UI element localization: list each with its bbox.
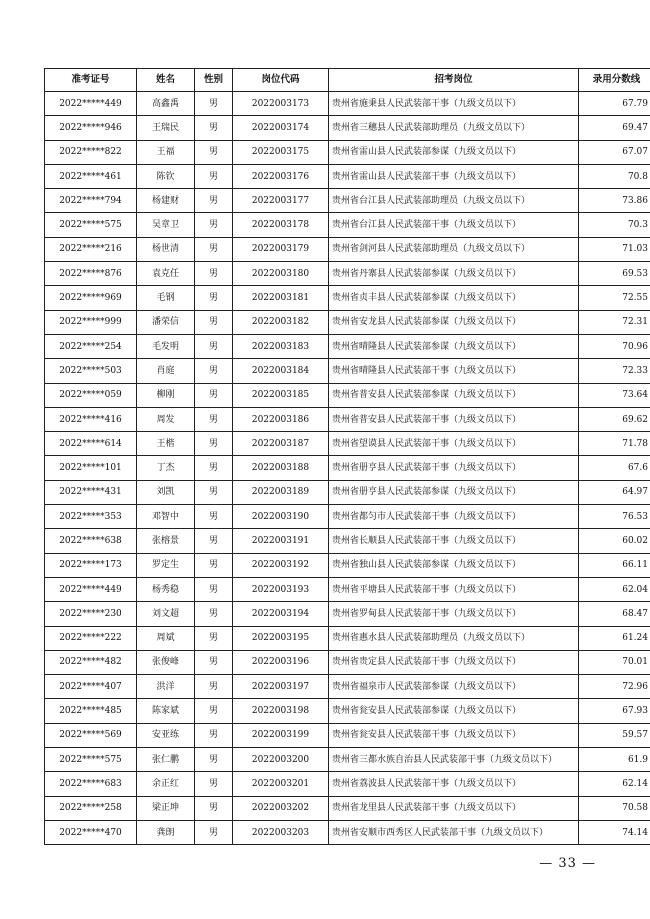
score-cell: 69.53 [579,262,650,286]
score-cell: 59.57 [579,723,650,747]
table-row [45,529,650,553]
gender-cell: 男 [195,675,233,699]
position-code-cell: 2022003201 [233,772,329,796]
exam-id-cell: 2022*****407 [45,675,137,699]
exam-id-cell: 2022*****614 [45,432,137,456]
gender-cell: 男 [195,189,233,213]
position-code-cell: 2022003176 [233,164,329,188]
name-cell: 梁正坤 [137,796,195,820]
gender-cell: 男 [195,553,233,577]
position-code-cell: 2022003197 [233,675,329,699]
name-cell: 柳刚 [137,383,195,407]
name-cell: 周斌 [137,626,195,650]
position-code-cell: 2022003195 [233,626,329,650]
position-code-cell: 2022003174 [233,116,329,140]
table-row [45,407,650,431]
score-cell: 64.97 [579,480,650,504]
table-row [45,383,650,407]
table-row [45,723,650,747]
gender-cell: 男 [195,140,233,164]
score-cell: 70.01 [579,650,650,674]
score-cell: 67.79 [579,92,650,116]
gender-cell: 男 [195,310,233,334]
exam-id-cell: 2022*****461 [45,164,137,188]
score-cell: 67.93 [579,699,650,723]
exam-id-cell: 2022*****683 [45,772,137,796]
gender-cell: 男 [195,262,233,286]
exam-id-cell: 2022*****575 [45,748,137,772]
exam-id-cell: 2022*****416 [45,407,137,431]
exam-id-cell: 2022*****876 [45,262,137,286]
score-cell: 72.55 [579,286,650,310]
position-code-cell: 2022003183 [233,334,329,358]
table-row [45,140,650,164]
table-header-row [45,69,650,92]
position-cell: 贵州省安顺市西秀区人民武装部干事（九级文员以下） [329,820,579,844]
gender-cell: 男 [195,116,233,140]
score-cell: 73.64 [579,383,650,407]
table-body [45,92,650,845]
gender-cell: 男 [195,505,233,529]
name-cell: 王瑞民 [137,116,195,140]
name-cell: 杨世清 [137,237,195,261]
name-cell: 刘凯 [137,480,195,504]
name-cell: 王福 [137,140,195,164]
score-cell: 67.6 [579,456,650,480]
name-cell: 余正红 [137,772,195,796]
header-exam-id: 准考证号 [45,69,137,92]
gender-cell: 男 [195,432,233,456]
position-cell: 贵州省罗甸县人民武装部干事（九级文员以下） [329,602,579,626]
table-row [45,675,650,699]
table-row [45,772,650,796]
header-position-code: 岗位代码 [233,69,329,92]
exam-id-cell: 2022*****254 [45,334,137,358]
exam-id-cell: 2022*****638 [45,529,137,553]
exam-id-cell: 2022*****482 [45,650,137,674]
position-cell: 贵州省贵定县人民武装部干事（九级文员以下） [329,650,579,674]
position-cell: 贵州省望谟县人民武装部干事（九级文员以下） [329,432,579,456]
gender-cell: 男 [195,213,233,237]
name-cell: 周发 [137,407,195,431]
position-code-cell: 2022003182 [233,310,329,334]
position-code-cell: 2022003193 [233,577,329,601]
exam-id-cell: 2022*****449 [45,577,137,601]
position-code-cell: 2022003181 [233,286,329,310]
table-row [45,650,650,674]
gender-cell: 男 [195,577,233,601]
gender-cell: 男 [195,723,233,747]
position-code-cell: 2022003203 [233,820,329,844]
position-cell: 贵州省台江县人民武装部干事（九级文员以下） [329,213,579,237]
exam-id-cell: 2022*****230 [45,602,137,626]
name-cell: 张俊峰 [137,650,195,674]
position-cell: 贵州省三都水族自治县人民武装部干事（九级文员以下） [329,748,579,772]
score-cell: 69.62 [579,407,650,431]
name-cell: 张仁鹏 [137,748,195,772]
position-cell: 贵州省三穗县人民武装部助理员（九级文员以下） [329,116,579,140]
table-row [45,164,650,188]
exam-id-cell: 2022*****216 [45,237,137,261]
exam-id-cell: 2022*****503 [45,359,137,383]
name-cell: 肖庭 [137,359,195,383]
position-code-cell: 2022003194 [233,602,329,626]
table-row [45,699,650,723]
score-cell: 72.96 [579,675,650,699]
name-cell: 张榕景 [137,529,195,553]
name-cell: 吴章卫 [137,213,195,237]
gender-cell: 男 [195,334,233,358]
exam-id-cell: 2022*****101 [45,456,137,480]
table-row [45,505,650,529]
header-score: 录用分数线 [579,69,650,92]
score-cell: 76.53 [579,505,650,529]
name-cell: 刘文超 [137,602,195,626]
gender-cell: 男 [195,359,233,383]
exam-id-cell: 2022*****794 [45,189,137,213]
table-row [45,602,650,626]
header-gender: 性别 [195,69,233,92]
name-cell: 丁杰 [137,456,195,480]
exam-id-cell: 2022*****569 [45,723,137,747]
position-cell: 贵州省台江县人民武装部助理员（九级文员以下） [329,189,579,213]
name-cell: 王楷 [137,432,195,456]
table-row [45,480,650,504]
position-code-cell: 2022003173 [233,92,329,116]
name-cell: 安亚练 [137,723,195,747]
score-cell: 70.58 [579,796,650,820]
name-cell: 陈钦 [137,164,195,188]
position-code-cell: 2022003192 [233,553,329,577]
position-cell: 贵州省普安县人民武装部干事（九级文员以下） [329,407,579,431]
score-cell: 74.14 [579,820,650,844]
table-row [45,237,650,261]
exam-id-cell: 2022*****431 [45,480,137,504]
name-cell: 杨建财 [137,189,195,213]
name-cell: 邓智中 [137,505,195,529]
position-cell: 贵州省册亨县人民武装部参谋（九级文员以下） [329,480,579,504]
exam-id-cell: 2022*****258 [45,796,137,820]
exam-id-cell: 2022*****485 [45,699,137,723]
position-code-cell: 2022003198 [233,699,329,723]
score-cell: 62.04 [579,577,650,601]
score-cell: 73.86 [579,189,650,213]
table-row [45,262,650,286]
results-table [44,68,650,845]
table-row [45,626,650,650]
header-position: 招考岗位 [329,69,579,92]
score-cell: 69.47 [579,116,650,140]
position-code-cell: 2022003188 [233,456,329,480]
table-row [45,796,650,820]
score-cell: 66.11 [579,553,650,577]
score-cell: 60.02 [579,529,650,553]
gender-cell: 男 [195,699,233,723]
position-cell: 贵州省龙里县人民武装部干事（九级文员以下） [329,796,579,820]
table-row [45,213,650,237]
gender-cell: 男 [195,237,233,261]
gender-cell: 男 [195,748,233,772]
name-cell: 罗定生 [137,553,195,577]
position-cell: 贵州省普安县人民武装部参谋（九级文员以下） [329,383,579,407]
position-code-cell: 2022003189 [233,480,329,504]
name-cell: 袁克任 [137,262,195,286]
table-row [45,92,650,116]
position-code-cell: 2022003175 [233,140,329,164]
exam-id-cell: 2022*****999 [45,310,137,334]
score-cell: 68.47 [579,602,650,626]
score-cell: 61.24 [579,626,650,650]
table-row [45,820,650,844]
position-cell: 贵州省贞丰县人民武装部参谋（九级文员以下） [329,286,579,310]
position-cell: 贵州省荔波县人民武装部干事（九级文员以下） [329,772,579,796]
score-cell: 72.31 [579,310,650,334]
gender-cell: 男 [195,383,233,407]
table-row [45,553,650,577]
gender-cell: 男 [195,820,233,844]
position-cell: 贵州省丹寨县人民武装部参谋（九级文员以下） [329,262,579,286]
gender-cell: 男 [195,286,233,310]
position-code-cell: 2022003178 [233,213,329,237]
table-row [45,456,650,480]
position-cell: 贵州省瓮安县人民武装部参谋（九级文员以下） [329,699,579,723]
name-cell: 毛钢 [137,286,195,310]
name-cell: 龚朗 [137,820,195,844]
table-row [45,432,650,456]
name-cell: 陈家斌 [137,699,195,723]
name-cell: 毛发明 [137,334,195,358]
score-cell: 70.3 [579,213,650,237]
exam-id-cell: 2022*****470 [45,820,137,844]
score-cell: 61.9 [579,748,650,772]
table-row [45,359,650,383]
exam-id-cell: 2022*****969 [45,286,137,310]
position-cell: 贵州省惠水县人民武装部助理员（九级文员以下） [329,626,579,650]
exam-id-cell: 2022*****449 [45,92,137,116]
position-code-cell: 2022003185 [233,383,329,407]
name-cell: 潘荣信 [137,310,195,334]
gender-cell: 男 [195,480,233,504]
exam-id-cell: 2022*****946 [45,116,137,140]
position-cell: 贵州省安龙县人民武装部参谋（九级文员以下） [329,310,579,334]
position-code-cell: 2022003191 [233,529,329,553]
table-row [45,286,650,310]
score-cell: 72.33 [579,359,650,383]
table-row [45,748,650,772]
position-code-cell: 2022003199 [233,723,329,747]
gender-cell: 男 [195,92,233,116]
position-cell: 贵州省晴隆县人民武装部参谋（九级文员以下） [329,334,579,358]
position-code-cell: 2022003177 [233,189,329,213]
name-cell: 洪洋 [137,675,195,699]
position-code-cell: 2022003184 [233,359,329,383]
score-cell: 71.78 [579,432,650,456]
exam-id-cell: 2022*****575 [45,213,137,237]
gender-cell: 男 [195,626,233,650]
position-code-cell: 2022003200 [233,748,329,772]
position-cell: 贵州省瓮安县人民武装部干事（九级文员以下） [329,723,579,747]
position-cell: 贵州省剑河县人民武装部助理员（九级文员以下） [329,237,579,261]
gender-cell: 男 [195,529,233,553]
exam-id-cell: 2022*****822 [45,140,137,164]
position-cell: 贵州省都匀市人民武装部干事（九级文员以下） [329,505,579,529]
position-code-cell: 2022003180 [233,262,329,286]
position-cell: 贵州省独山县人民武装部参谋（九级文员以下） [329,553,579,577]
position-code-cell: 2022003202 [233,796,329,820]
exam-id-cell: 2022*****059 [45,383,137,407]
position-cell: 贵州省雷山县人民武装部参谋（九级文员以下） [329,140,579,164]
position-cell: 贵州省福泉市人民武装部参谋（九级文员以下） [329,675,579,699]
position-cell: 贵州省册亨县人民武装部干事（九级文员以下） [329,456,579,480]
gender-cell: 男 [195,164,233,188]
table-row [45,189,650,213]
position-cell: 贵州省晴隆县人民武装部干事（九级文员以下） [329,359,579,383]
position-code-cell: 2022003186 [233,407,329,431]
position-code-cell: 2022003190 [233,505,329,529]
gender-cell: 男 [195,456,233,480]
gender-cell: 男 [195,407,233,431]
exam-id-cell: 2022*****222 [45,626,137,650]
gender-cell: 男 [195,772,233,796]
gender-cell: 男 [195,796,233,820]
header-name: 姓名 [137,69,195,92]
table-row [45,116,650,140]
position-cell: 贵州省平塘县人民武装部干事（九级文员以下） [329,577,579,601]
gender-cell: 男 [195,602,233,626]
position-code-cell: 2022003196 [233,650,329,674]
score-cell: 67.07 [579,140,650,164]
page-number: — 33 — [539,856,596,871]
position-code-cell: 2022003187 [233,432,329,456]
score-cell: 62.14 [579,772,650,796]
position-cell: 贵州省长顺县人民武装部干事（九级文员以下） [329,529,579,553]
score-cell: 71.03 [579,237,650,261]
exam-id-cell: 2022*****173 [45,553,137,577]
name-cell: 杨秀稳 [137,577,195,601]
position-cell: 贵州省雷山县人民武装部干事（九级文员以下） [329,164,579,188]
exam-id-cell: 2022*****353 [45,505,137,529]
position-cell: 贵州省施秉县人民武装部干事（九级文员以下） [329,92,579,116]
table-row [45,310,650,334]
score-cell: 70.96 [579,334,650,358]
name-cell: 高鑫禹 [137,92,195,116]
gender-cell: 男 [195,650,233,674]
score-cell: 70.8 [579,164,650,188]
position-code-cell: 2022003179 [233,237,329,261]
table-row [45,577,650,601]
table-row [45,334,650,358]
